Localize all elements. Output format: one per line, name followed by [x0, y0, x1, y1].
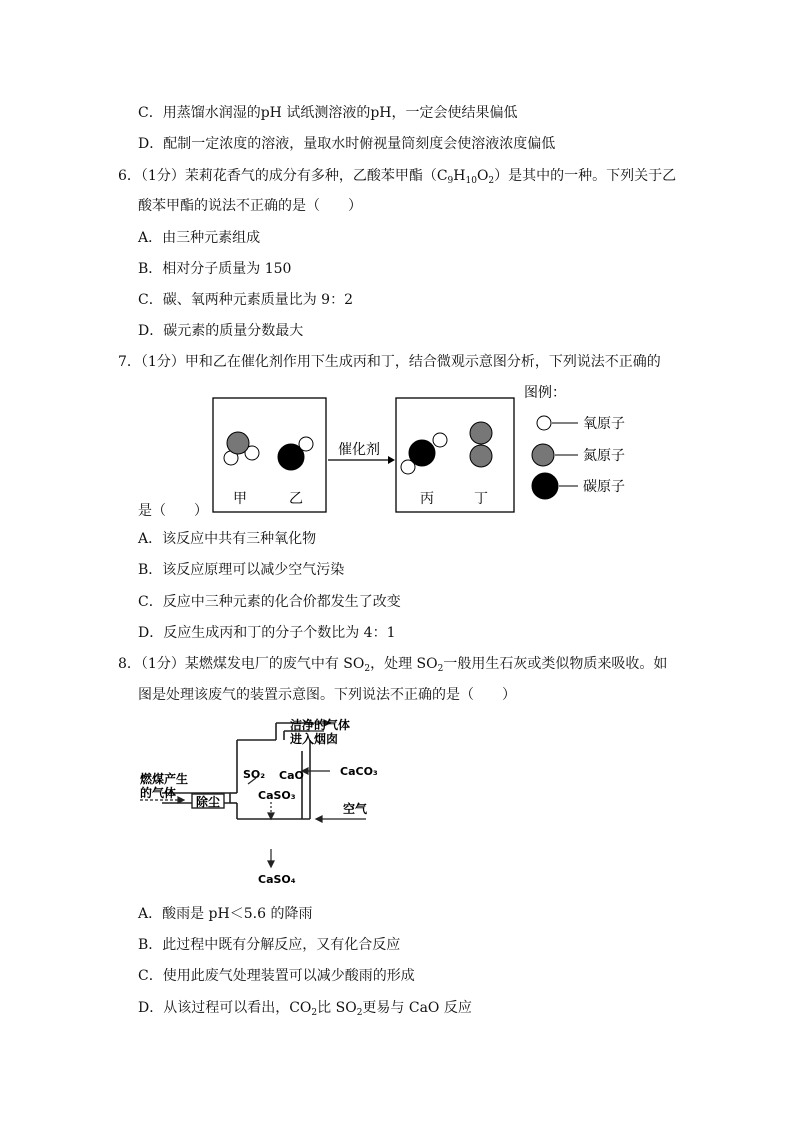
- q7-option-d: D．反应生成丙和丁的分子个数比为 4：1: [138, 625, 396, 641]
- coal-gas-label-2: 的气体: [140, 786, 177, 800]
- q8-stem-line2: 图是处理该废气的装置示意图。下列说法不正确的是（ ）: [138, 687, 516, 703]
- q6-option-b: B．相对分子质量为 150: [138, 261, 292, 277]
- q6-option-c: C．碳、氧两种元素质量比为 9：2: [138, 292, 353, 308]
- legend-carbon-icon: [532, 473, 558, 499]
- coal-gas-label-1: 燃煤产生: [140, 772, 189, 786]
- q7-stem: 7．（1分）甲和乙在催化剂作用下生成丙和丁，结合微观示意图分析，下列说法不正确的: [118, 354, 661, 370]
- legend-oxygen-icon: [537, 416, 551, 430]
- q6-stem: 6．（1分）茉莉花香气的成分有多种，乙酸苯甲酯$(C_9H_{10}O_2)$是其中的一种。下列关于乙: [118, 168, 677, 186]
- legend-carbon-label: 碳原子: [583, 479, 625, 495]
- q7-micro-diagram: [200, 378, 660, 518]
- q7-option-a: A．该反应中共有三种氧化物: [138, 531, 317, 547]
- q7-option-b: B．该反应原理可以减少空气污染: [138, 562, 345, 578]
- dust-label: 除尘: [195, 795, 221, 809]
- catalyst-label: 催化剂: [338, 442, 380, 458]
- label-yi: 乙: [289, 491, 303, 507]
- ding-nitrogen-1: [470, 422, 492, 444]
- q8-option-b: B．此过程中既有分解反应，又有化合反应: [138, 937, 401, 953]
- jia-nitrogen: [227, 432, 249, 454]
- label-jia: 甲: [233, 491, 247, 507]
- caso4-label: CaSO₄: [258, 873, 296, 886]
- caco3-label: CaCO₃: [340, 765, 378, 778]
- q8-option-c: C．使用此废气处理装置可以减少酸雨的形成: [138, 968, 415, 984]
- ding-nitrogen-2: [470, 445, 492, 467]
- caso3-label: CaSO₃: [258, 789, 296, 802]
- label-ding: 丁: [474, 491, 488, 507]
- option-c-prev: C．用蒸馏水润湿的pH 试纸测溶液的pH，一定会使结果偏低: [138, 105, 518, 121]
- bing-oxygen-2: [433, 433, 447, 447]
- air-label: 空气: [343, 802, 368, 816]
- q8-stem: 8．（1分）某燃煤发电厂的废气中有 $SO_2$，处理 $SO_2$一般用生石灰或类似物质来吸收。如: [118, 656, 668, 674]
- legend-title: 图例：: [524, 385, 566, 401]
- legend-nitrogen-icon: [532, 444, 554, 466]
- q6-option-d: D．碳元素的质量分数最大: [138, 323, 304, 339]
- q8-option-d: D．从该过程可以看出，$CO_2$比 $SO_2$更易与 CaO 反应: [138, 1000, 472, 1018]
- q6-stem-line2: 酸苯甲酯的说法不正确的是（ ）: [138, 198, 362, 214]
- bing-carbon: [409, 440, 435, 466]
- q8-apparatus-diagram: [140, 715, 400, 893]
- q7-stem-end: 是（ ）: [138, 503, 208, 519]
- so2-label: SO₂: [243, 768, 266, 781]
- clean-gas-label-1: 洁净的气体: [290, 718, 351, 732]
- q8-option-a: A．酸雨是 pH＜5.6 的降雨: [138, 906, 313, 922]
- legend-nitrogen-label: 氮原子: [583, 448, 625, 464]
- option-d-prev: D．配制一定浓度的溶液，量取水时俯视量筒刻度会使溶液浓度偏低: [138, 136, 556, 152]
- q6-option-a: A．由三种元素组成: [138, 230, 261, 246]
- clean-gas-label-2: 进入烟囱: [290, 732, 339, 746]
- label-bing: 丙: [420, 491, 434, 507]
- cao-label: CaO: [279, 769, 304, 782]
- q7-option-c: C．反应中三种元素的化合价都发生了改变: [138, 594, 401, 610]
- yi-oxygen: [299, 437, 313, 451]
- legend-oxygen-label: 氧原子: [583, 416, 625, 432]
